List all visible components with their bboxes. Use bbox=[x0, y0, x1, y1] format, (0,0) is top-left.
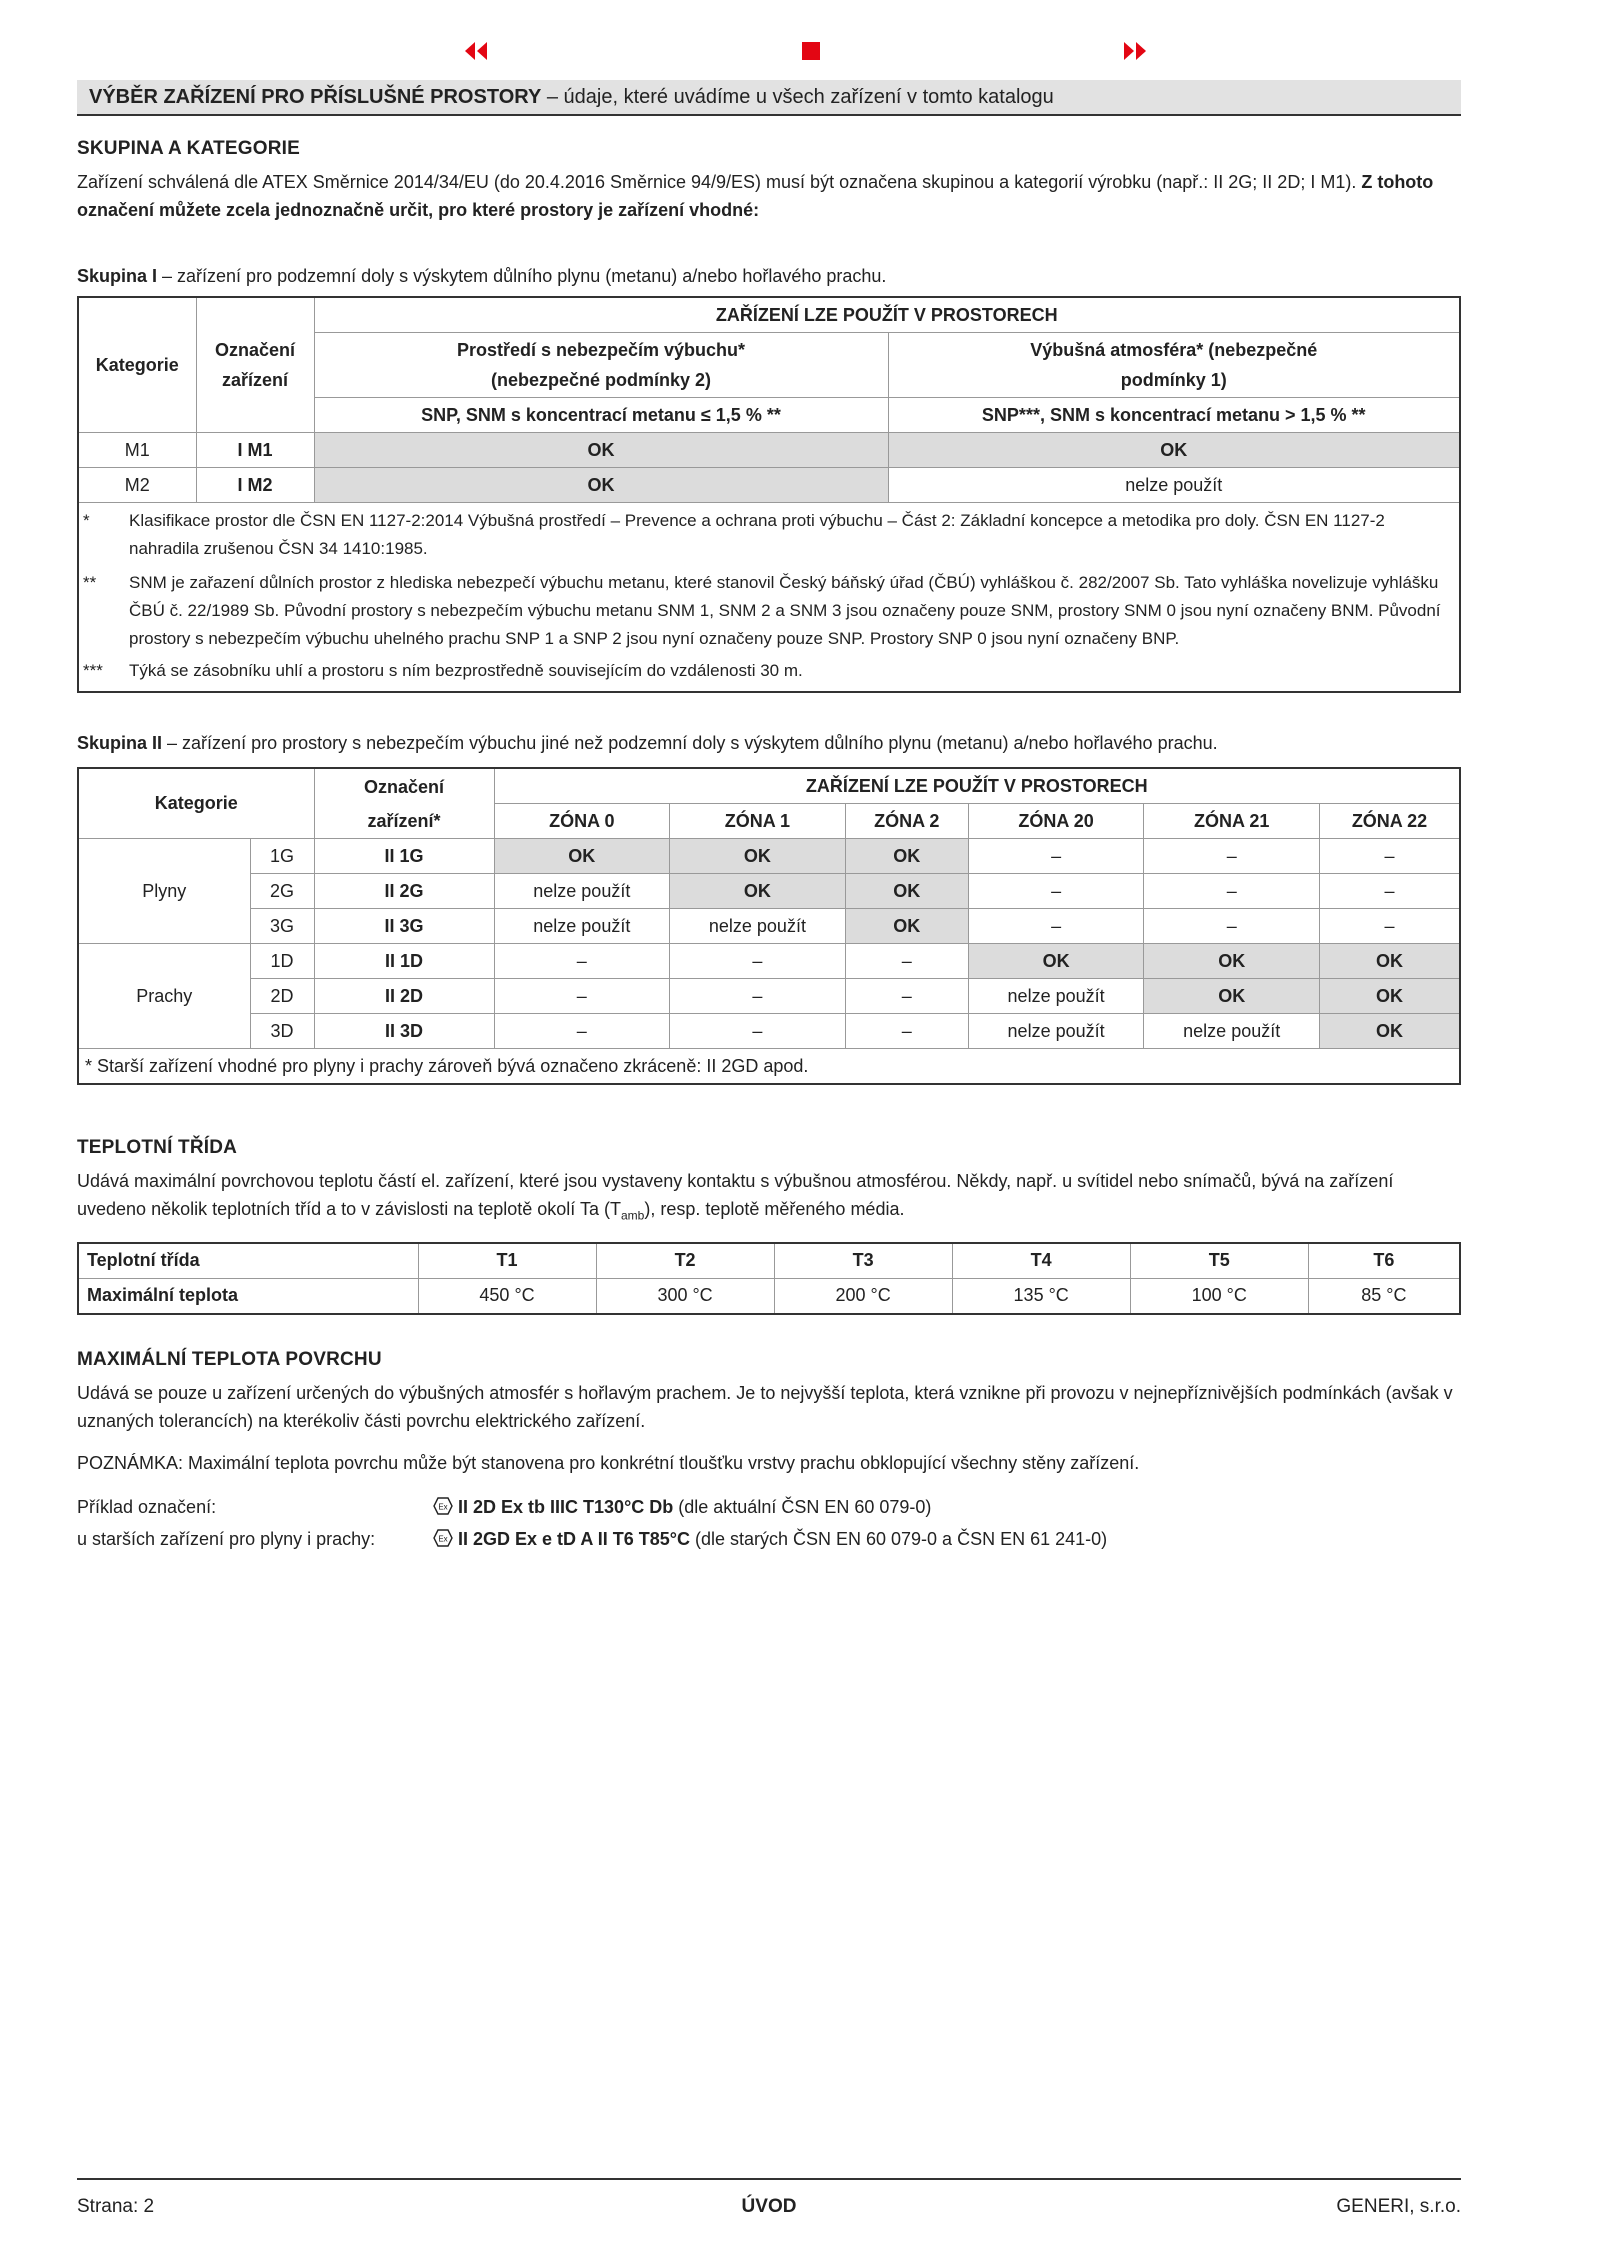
note-text: SNM je zařazení důlních prostor z hlediska nebezpečí výbuchu metanu, které stanovil Český báňský úřad (ČBÚ) vyhláškou č. 282/2007 Sb. Tato vyhláška novelizuje vyhlášku ČBÚ č. 22/1989 Sb. Původní prostory s nebezpečím výbuchu metanu SNM 1, SNM 2 a SNM 3 jsou označeny pouze SNM, prostory SNM 0 jsou nyní označeny BNM. Původní prostory s nebezpečím výbuchu uhelného prachu SNP 1 a SNP 2 jsou nyní označeny pouze SNP. Prostory SNP 0 jsou nyní označeny BNP. bbox=[129, 573, 1441, 648]
g2-kat: 1G bbox=[250, 839, 314, 874]
g2-zone-cell: – bbox=[968, 839, 1144, 874]
svg-text:Ex: Ex bbox=[438, 1534, 448, 1544]
tt-temp: 85 °C bbox=[1308, 1278, 1460, 1314]
g2-zone-cell: – bbox=[494, 944, 670, 979]
fast-forward-icon[interactable] bbox=[1120, 36, 1150, 66]
tt-temp: 100 °C bbox=[1130, 1278, 1308, 1314]
table-row bbox=[78, 979, 1460, 1014]
example-1-value bbox=[433, 1491, 931, 1525]
g1-ozn: I M2 bbox=[196, 468, 314, 503]
stop-icon[interactable] bbox=[795, 36, 825, 66]
g2-kat: 2G bbox=[250, 874, 314, 909]
g2-zone-cell: – bbox=[845, 979, 968, 1014]
group1-notes bbox=[78, 503, 1460, 693]
g2-group-name: Plyny bbox=[78, 839, 250, 944]
g2-zone-cell: OK bbox=[845, 839, 968, 874]
g2-zone-cell: OK bbox=[845, 874, 968, 909]
group1-intro bbox=[77, 262, 1461, 290]
section-title-bar bbox=[77, 80, 1461, 116]
temp-class-table bbox=[77, 1242, 1461, 1315]
tt-temp: 450 °C bbox=[418, 1278, 596, 1314]
note-mark: ** bbox=[83, 573, 97, 592]
tt-class: T4 bbox=[952, 1243, 1130, 1279]
note-mark: *** bbox=[83, 661, 103, 680]
table-row bbox=[78, 839, 1460, 874]
example-1-label: Příklad označení: bbox=[77, 1496, 217, 1517]
g2-zone: ZÓNA 22 bbox=[1320, 804, 1461, 839]
g2-zone-cell: OK bbox=[1320, 979, 1461, 1014]
g2-zone-cell: – bbox=[1144, 909, 1320, 944]
g2-zone-cell: – bbox=[1320, 839, 1461, 874]
group2-intro bbox=[77, 729, 1461, 757]
footer-page: Strana: 2 bbox=[77, 2196, 155, 2217]
g1-c1: OK bbox=[314, 468, 888, 503]
g2-zone-cell: nelze použít bbox=[494, 874, 670, 909]
g2-ozn: II 3D bbox=[314, 1014, 494, 1049]
g2-h-kategorie: Kategorie bbox=[78, 768, 314, 839]
group1-intro-rest: – zařízení pro podzemní doly s výskytem důlního plynu (metanu) a/nebo hořlavého prachu. bbox=[157, 266, 887, 286]
example-2 bbox=[77, 1523, 1461, 1555]
g2-zone-cell: – bbox=[494, 1014, 670, 1049]
g2-zone-cell: – bbox=[1144, 874, 1320, 909]
g1-kat: M1 bbox=[78, 433, 196, 468]
heading-teplotni: TEPLOTNÍ TŘÍDA bbox=[77, 1137, 238, 1158]
g2-zone-cell: nelze použít bbox=[968, 1014, 1144, 1049]
tt-row1-label: Teplotní třída bbox=[78, 1243, 418, 1279]
table-row bbox=[78, 909, 1460, 944]
g1-h-oznaceni: Označení zařízení bbox=[196, 297, 314, 433]
g2-zone-cell: – bbox=[845, 944, 968, 979]
g2-zone-cell: OK bbox=[1144, 944, 1320, 979]
maxpovrch-note: POZNÁMKA: Maximální teplota povrchu může být stanovena pro konkrétní tloušťku vrstvy prachu obklopující všechny stěny zařízení. bbox=[77, 1452, 1140, 1473]
g2-ozn: II 1G bbox=[314, 839, 494, 874]
g2-kat: 3D bbox=[250, 1014, 314, 1049]
g1-c2: OK bbox=[888, 433, 1460, 468]
g2-zone-cell: – bbox=[670, 979, 846, 1014]
g2-ozn: II 2G bbox=[314, 874, 494, 909]
group2-intro-rest: – zařízení pro prostory s nebezpečím výbuchu jiné než podzemní doly s výskytem důlního plynu (metanu) a/nebo hořlavého prachu. bbox=[162, 733, 1218, 753]
g2-zone-cell: – bbox=[670, 944, 846, 979]
g2-ozn: II 3G bbox=[314, 909, 494, 944]
g2-zone: ZÓNA 1 bbox=[670, 804, 846, 839]
tt-row2-label: Maximální teplota bbox=[78, 1278, 418, 1314]
skupina-text bbox=[77, 168, 1461, 224]
group2-body bbox=[78, 839, 1460, 1049]
table-row bbox=[78, 1243, 1460, 1279]
g2-group-name: Prachy bbox=[78, 944, 250, 1049]
note-1 bbox=[79, 507, 1459, 563]
g2-zone-cell: OK bbox=[670, 839, 846, 874]
note-text: Týká se zásobníku uhlí a prostoru s ním bezprostředně souvisejícím do vzdálenosti 30 m. bbox=[129, 661, 803, 680]
table-row bbox=[78, 1278, 1460, 1314]
teplotni-text-a: Udává maximální povrchovou teplotu částí el. zařízení, které jsou vystaveny kontaktu s výbušnou atmosférou. Někdy, např. u svítidel nebo snímačů, bývá na zařízení uvedeno několik teplotních tříd a to v závislosti na teplotě okolí Ta (T bbox=[77, 1171, 1394, 1219]
g2-zone-cell: nelze použít bbox=[1144, 1014, 1320, 1049]
g1-c1: OK bbox=[314, 433, 888, 468]
g2-zone-cell: OK bbox=[1320, 944, 1461, 979]
g2-zone-cell: – bbox=[1144, 839, 1320, 874]
note-text: Klasifikace prostor dle ČSN EN 1127-2:2014 Výbušná prostředí – Prevence a ochrana proti výbuchu – Část 2: Základní koncepce a metodika pro doly. ČSN EN 1127-2 nahradila zrušenou ČSN 34 1410:1985. bbox=[129, 511, 1385, 558]
g2-kat: 2D bbox=[250, 979, 314, 1014]
g1-h-col2: Výbušná atmosféra* (nebezpečné podmínky 1) bbox=[888, 333, 1460, 398]
g2-ozn: II 2D bbox=[314, 979, 494, 1014]
table-row bbox=[78, 1014, 1460, 1049]
svg-text:Ex: Ex bbox=[438, 1502, 448, 1512]
g1-h-col1: Prostředí s nebezpečím výbuchu* (nebezpečné podmínky 2) bbox=[314, 333, 888, 398]
footer-section: ÚVOD bbox=[741, 2196, 797, 2217]
teplotni-sub: amb bbox=[620, 1208, 645, 1223]
page-content bbox=[77, 80, 1461, 1555]
tt-class: T1 bbox=[418, 1243, 596, 1279]
tt-class: T6 bbox=[1308, 1243, 1460, 1279]
example-2-label: u starších zařízení pro plyny i prachy: bbox=[77, 1528, 376, 1549]
g2-zone-cell: – bbox=[968, 909, 1144, 944]
g2-h-use: ZAŘÍZENÍ LZE POUŽÍT V PROSTORECH bbox=[494, 768, 1460, 804]
g1-c2: nelze použít bbox=[888, 468, 1460, 503]
g2-zone-cell: OK bbox=[845, 909, 968, 944]
heading-maxpovrch: MAXIMÁLNÍ TEPLOTA POVRCHU bbox=[77, 1348, 382, 1370]
g2-zone-cell: OK bbox=[1320, 1014, 1461, 1049]
tt-temp: 300 °C bbox=[596, 1278, 774, 1314]
example-1 bbox=[77, 1491, 1461, 1523]
example-1-rest: (dle aktuální ČSN EN 60 079-0) bbox=[673, 1496, 932, 1517]
rewind-icon[interactable] bbox=[461, 36, 491, 66]
group1-intro-bold: Skupina I bbox=[77, 266, 158, 286]
g2-zone: ZÓNA 0 bbox=[494, 804, 670, 839]
g2-note: * Starší zařízení vhodné pro plyny i prachy zároveň bývá označeno zkráceně: II 2GD apod. bbox=[78, 1049, 1460, 1085]
group1-table bbox=[77, 296, 1461, 693]
g2-zone-cell: – bbox=[1320, 909, 1461, 944]
title-rest: – údaje, které uvádíme u všech zařízení v tomto katalogu bbox=[541, 86, 1054, 108]
g1-ozn: I M1 bbox=[196, 433, 314, 468]
g2-zone: ZÓNA 2 bbox=[845, 804, 968, 839]
tt-temp: 135 °C bbox=[952, 1278, 1130, 1314]
maxpovrch-text: Udává se pouze u zařízení určených do výbušných atmosfér s hořlavým prachem. Je to nejvyšší teplota, která vznikne při provozu v nejnepříznivějších podmínkách (avšak v uznaných tolerancích) na kterékoliv části povrchu elektrického zařízení. bbox=[77, 1382, 1453, 1431]
example-2-rest: (dle starých ČSN EN 60 079-0 a ČSN EN 61 241-0) bbox=[689, 1528, 1108, 1549]
tt-class: T2 bbox=[596, 1243, 774, 1279]
g1-h-sub1: SNP, SNM s koncentrací metanu ≤ 1,5 % ** bbox=[314, 398, 888, 433]
g1-h-kategorie: Kategorie bbox=[78, 297, 196, 433]
teplotni-text-b: ), resp. teplotě měřeného média. bbox=[644, 1199, 905, 1219]
note-mark: * bbox=[83, 511, 90, 530]
footer-company: GENERI, s.r.o. bbox=[1336, 2196, 1461, 2217]
group2-intro-bold: Skupina II bbox=[77, 733, 163, 753]
g2-zone-cell: – bbox=[670, 1014, 846, 1049]
g2-zone-cell: nelze použít bbox=[670, 909, 846, 944]
tt-class: T3 bbox=[774, 1243, 952, 1279]
example-2-value bbox=[433, 1523, 1107, 1557]
skupina-text-plain: Zařízení schválená dle ATEX Směrnice 2014/34/EU (do 20.4.2016 Směrnice 94/9/ES) musí být označena skupinou a kategorií výrobku (např.: II 2G; II 2D; I M1). bbox=[77, 172, 1362, 192]
g2-zone-cell: nelze použít bbox=[494, 909, 670, 944]
g2-zone-cell: – bbox=[494, 979, 670, 1014]
table-row bbox=[78, 433, 1460, 468]
g2-zone-cell: OK bbox=[670, 874, 846, 909]
g2-zone: ZÓNA 20 bbox=[968, 804, 1144, 839]
g2-kat: 1D bbox=[250, 944, 314, 979]
g2-h-oznaceni: Označení zařízení* bbox=[314, 768, 494, 839]
table-row bbox=[78, 468, 1460, 503]
page-navigation bbox=[0, 36, 1600, 66]
g2-kat: 3G bbox=[250, 909, 314, 944]
g2-zone-cell: – bbox=[845, 1014, 968, 1049]
group2-table bbox=[77, 767, 1461, 1085]
g1-h-sub2: SNP***, SNM s koncentrací metanu > 1,5 % ** bbox=[888, 398, 1460, 433]
g2-zone-cell: – bbox=[1320, 874, 1461, 909]
table-row bbox=[78, 944, 1460, 979]
note-2 bbox=[79, 569, 1459, 653]
title-bold: VÝBĚR ZAŘÍZENÍ PRO PŘÍSLUŠNÉ PROSTORY bbox=[89, 86, 542, 108]
tt-temp: 200 °C bbox=[774, 1278, 952, 1314]
g2-zone-cell: – bbox=[968, 874, 1144, 909]
heading-skupina: SKUPINA A KATEGORIE bbox=[77, 138, 301, 159]
teplotni-text bbox=[77, 1167, 1461, 1230]
g2-zone-cell: OK bbox=[1144, 979, 1320, 1014]
ex-hexagon-icon bbox=[433, 1525, 453, 1557]
g2-zone-cell: nelze použít bbox=[968, 979, 1144, 1014]
skupina-text-bold: Z tohoto označení můžete zcela jednoznačně určit, pro které prostory je zařízení vhodné: bbox=[77, 172, 1434, 220]
example-2-code: II 2GD Ex e tD A II T6 T85°C bbox=[458, 1528, 690, 1549]
g2-zone-cell: OK bbox=[968, 944, 1144, 979]
g2-zone: ZÓNA 21 bbox=[1144, 804, 1320, 839]
ex-hexagon-icon bbox=[433, 1493, 453, 1525]
page-footer bbox=[77, 2178, 1461, 2226]
table-row bbox=[78, 874, 1460, 909]
g2-ozn: II 1D bbox=[314, 944, 494, 979]
g1-kat: M2 bbox=[78, 468, 196, 503]
tt-class: T5 bbox=[1130, 1243, 1308, 1279]
note-3 bbox=[79, 657, 1459, 685]
g1-h-use: ZAŘÍZENÍ LZE POUŽÍT V PROSTORECH bbox=[314, 297, 1460, 333]
example-1-code: II 2D Ex tb IIIC T130°C Db bbox=[458, 1496, 674, 1517]
g2-zone-cell: OK bbox=[494, 839, 670, 874]
